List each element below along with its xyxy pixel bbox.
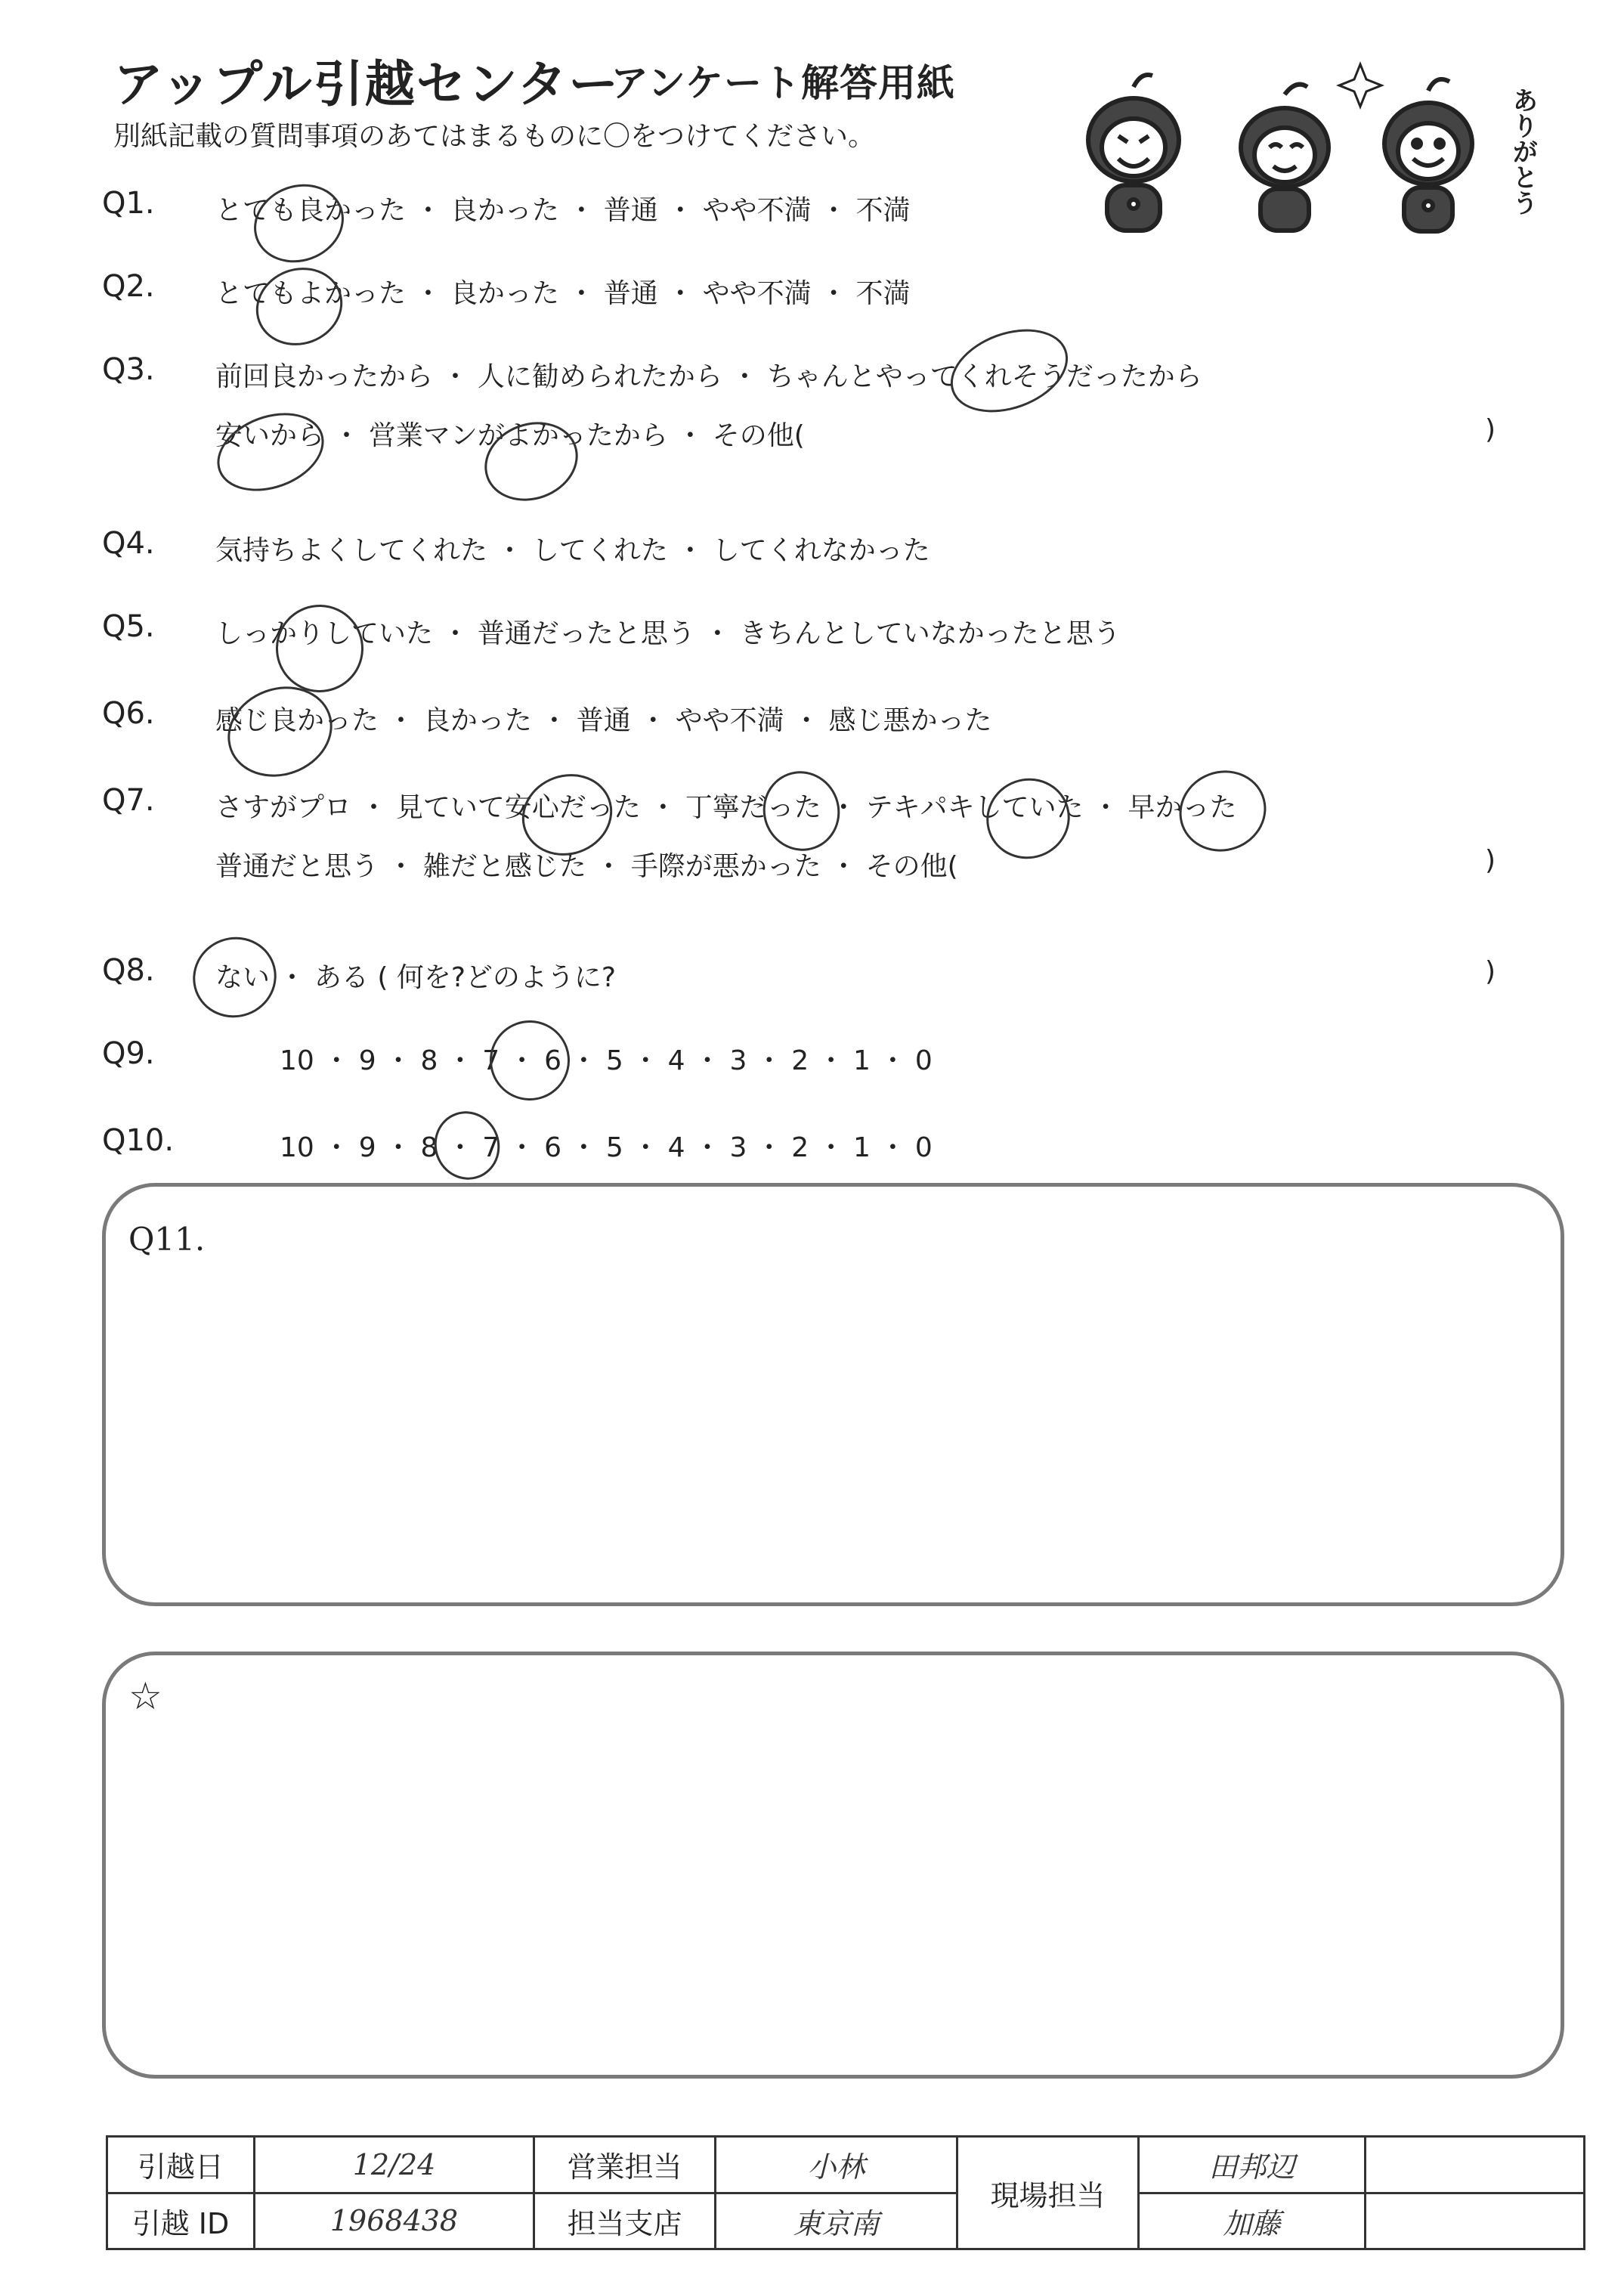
question-options: しっかりしていた ・ 普通だったと思う ・ きちんとしていなかったと思う (215, 618, 1121, 649)
answer-circle-q3a (939, 314, 1080, 428)
sparkle-icon (1339, 64, 1381, 107)
instructions: 別紙記載の質問事項のあてはまるものに〇をつけてください。 (113, 121, 876, 152)
move-id-value: 1968438 (255, 2193, 534, 2249)
answer-circle-q7c (975, 766, 1081, 871)
star-comment-box (102, 1652, 1564, 2079)
monkey-mascots-illustration (1028, 42, 1557, 246)
question-label: Q9. (102, 1036, 155, 1071)
question-label: Q8. (102, 953, 155, 988)
answer-circle-q10 (425, 1102, 509, 1189)
question-options: 10 ・ 9 ・ 8 ・ 7 ・ 6 ・ 5 ・ 4 ・ 3 ・ 2 ・ 1 ・ 0 (280, 1045, 933, 1076)
question-label: Q1. (102, 186, 155, 221)
question-options-line2: 安いから ・ 営業マンがよかったから ・ その他( (215, 420, 805, 451)
question-label: Q10. (102, 1123, 175, 1158)
sales-label: 営業担当 (534, 2137, 716, 2193)
question-label: Q2. (102, 269, 155, 304)
question-label: Q4. (102, 526, 155, 561)
site-label: 現場担当 (957, 2137, 1139, 2249)
question-label: Q3. (102, 352, 155, 387)
question-options: 10 ・ 9 ・ 8 ・ 7 ・ 6 ・ 5 ・ 4 ・ 3 ・ 2 ・ 1 ・ 0 (280, 1132, 933, 1163)
question-options: とても良かった ・ 良かった ・ 普通 ・ やや不満 ・ 不満 (215, 195, 911, 226)
question-options: さすがプロ ・ 見ていて安心だった ・ 丁寧だった ・ テキパキしていた ・ 早かった (215, 792, 1237, 823)
answer-circle-q8 (181, 925, 288, 1029)
sales-value: 小林 (716, 2137, 957, 2193)
answer-circle-q1 (243, 172, 354, 274)
monkey-laughing-icon (1088, 75, 1179, 231)
closing-paren: ) (1485, 956, 1496, 987)
move-date-value: 12/24 (255, 2137, 534, 2193)
question-options: とてもよかった ・ 良かった ・ 普通 ・ やや不満 ・ 不満 (215, 278, 911, 309)
question-label: Q7. (102, 783, 155, 818)
move-date-label: 引越日 (107, 2137, 255, 2193)
company-title: アップル引越センター (113, 55, 620, 113)
site-extra-cell-1 (1366, 2137, 1585, 2193)
move-info-table (106, 2135, 1585, 2250)
site-value-2: 加藤 (1139, 2193, 1366, 2249)
form-subtitle: アンケート解答用紙 (611, 61, 955, 105)
question-options: ない ・ ある ( 何を?どのように? (215, 962, 617, 993)
closing-paren: ) (1485, 845, 1496, 876)
question-options: 感じ良かった ・ 良かった ・ 普通 ・ やや不満 ・ 感じ悪かった (215, 705, 992, 736)
branch-label: 担当支店 (534, 2193, 716, 2249)
question-options-line2: 普通だと思う ・ 雑だと感じた ・ 手際が悪かった ・ その他( (215, 851, 958, 882)
question-label: Q6. (102, 696, 155, 731)
answer-circle-q2 (245, 255, 354, 358)
closing-paren: ) (1485, 414, 1496, 445)
answer-circle-q9 (478, 1009, 581, 1112)
question-options: 前回良かったから ・ 人に勧められたから ・ ちゃんとやってくれそうだったから (215, 361, 1202, 392)
move-id-label: 引越 ID (107, 2193, 255, 2249)
question-label: Q5. (102, 609, 155, 644)
site-value-1: 田邦辺 (1139, 2137, 1366, 2193)
monkey-smiling-icon (1241, 85, 1329, 231)
thanks-text: ありがとう (1508, 87, 1538, 215)
star-label: ☆ (128, 1674, 162, 1718)
q11-label: Q11. (128, 1221, 206, 1258)
monkey-happy-icon (1384, 79, 1472, 231)
answer-circle-q7d (1168, 758, 1277, 863)
q11-answer-box (102, 1183, 1564, 1606)
branch-value: 東京南 (716, 2193, 957, 2249)
site-extra-cell-2 (1366, 2193, 1585, 2249)
question-options: 気持ちよくしてくれた ・ してくれた ・ してくれなかった (215, 535, 930, 566)
